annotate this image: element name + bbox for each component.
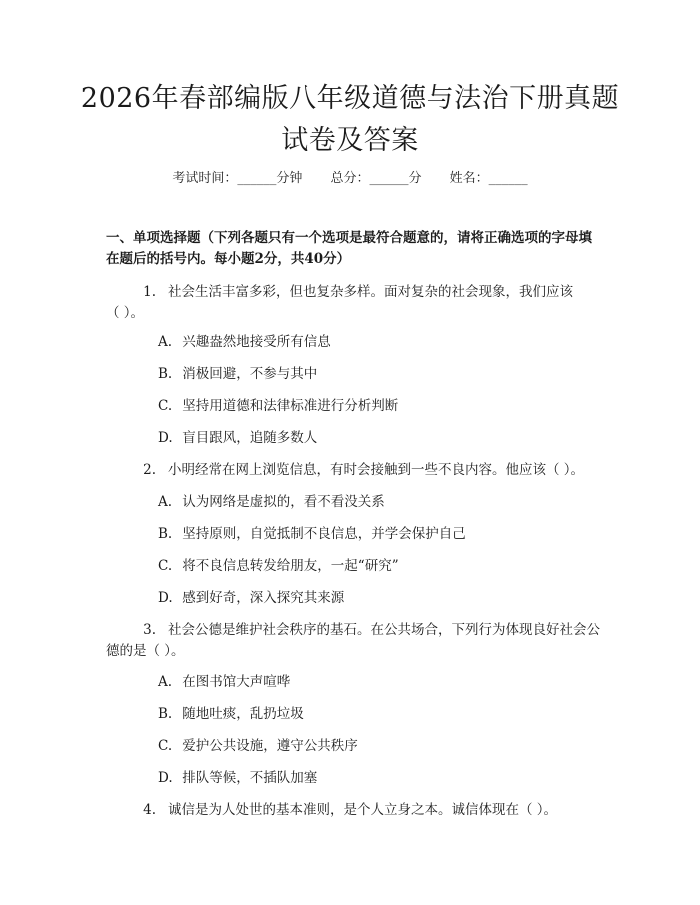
option-text: 盲目跟风，追随多数人: [182, 430, 318, 446]
option-text: 在图书馆大声喧哗: [182, 674, 291, 690]
page-title: [40, 78, 660, 162]
option-letter: B.: [158, 366, 173, 382]
option: [158, 736, 598, 756]
option: [158, 396, 598, 416]
option-letter: A.: [158, 674, 173, 690]
exam-score: 总分：______分: [330, 171, 422, 186]
question-2: [106, 460, 600, 481]
section-heading: 一、单项选择题（下列各题只有一个选项是最符合题意的，请将正确选项的字母填在题后的括号内。每小题2分，共40分）: [106, 230, 592, 267]
option-letter: D.: [158, 590, 173, 606]
title-line-2: 试卷及答案: [281, 125, 419, 156]
option-letter: B.: [158, 706, 173, 722]
question-text-cont: 德的是（ ）。: [106, 643, 185, 659]
option-text: 感到好奇，深入探究其来源: [182, 590, 345, 606]
exam-meta: [0, 170, 700, 188]
title-line-1: 2026年春部编版八年级道德与法治下册真题: [80, 83, 620, 114]
option-letter: A.: [158, 494, 173, 510]
option: [158, 524, 598, 544]
option-letter: B.: [158, 526, 173, 542]
option-text: 兴趣盎然地接受所有信息: [182, 334, 331, 350]
option: [158, 768, 598, 788]
option-text: 将不良信息转发给朋友，一起“研究”: [182, 558, 399, 574]
option-letter: C.: [158, 738, 173, 754]
option-text: 消极回避，不参与其中: [182, 366, 318, 382]
option-letter: A.: [158, 334, 173, 350]
option-text: 随地吐痰，乱扔垃圾: [182, 706, 304, 722]
option-text: 坚持用道德和法律标准进行分析判断: [182, 398, 399, 414]
exam-time: 考试时间：______分钟: [172, 171, 303, 186]
option-text: 坚持原则，自觉抵制不良信息，并学会保护自己: [182, 526, 466, 542]
question-3: [106, 620, 600, 662]
option: [158, 704, 598, 724]
option: [158, 588, 598, 608]
option-text: 爱护公共设施，遵守公共秩序: [182, 738, 358, 754]
option-letter: D.: [158, 430, 173, 446]
option: [158, 428, 598, 448]
option: [158, 332, 598, 352]
question-text-cont: （ ）。: [106, 305, 145, 321]
question-4: [106, 800, 600, 821]
option: [158, 556, 598, 576]
question-number: 1.: [143, 284, 156, 300]
option-letter: C.: [158, 398, 173, 414]
option-text: 认为网络是虚拟的，看不看没关系: [182, 494, 385, 510]
option: [158, 672, 598, 692]
option-text: 排队等候，不插队加塞: [182, 770, 318, 786]
question-number: 3.: [143, 622, 156, 638]
question-number: 2.: [143, 462, 156, 478]
question-number: 4.: [143, 802, 156, 818]
question-1: [106, 282, 600, 324]
option: [158, 492, 598, 512]
exam-name: 姓名：______: [449, 171, 528, 186]
option-letter: C.: [158, 558, 173, 574]
question-text: 诚信是为人处世的基本准则，是个人立身之本。诚信体现在（ ）。: [168, 802, 558, 818]
question-text: 社会生活丰富多彩，但也复杂多样。面对复杂的社会现象，我们应该: [168, 284, 573, 300]
question-text: 小明经常在网上浏览信息，有时会接触到一些不良内容。他应该（ ）。: [168, 462, 585, 478]
option-letter: D.: [158, 770, 173, 786]
option: [158, 364, 598, 384]
question-text: 社会公德是维护社会秩序的基石。在公共场合，下列行为体现良好社会公: [168, 622, 600, 638]
